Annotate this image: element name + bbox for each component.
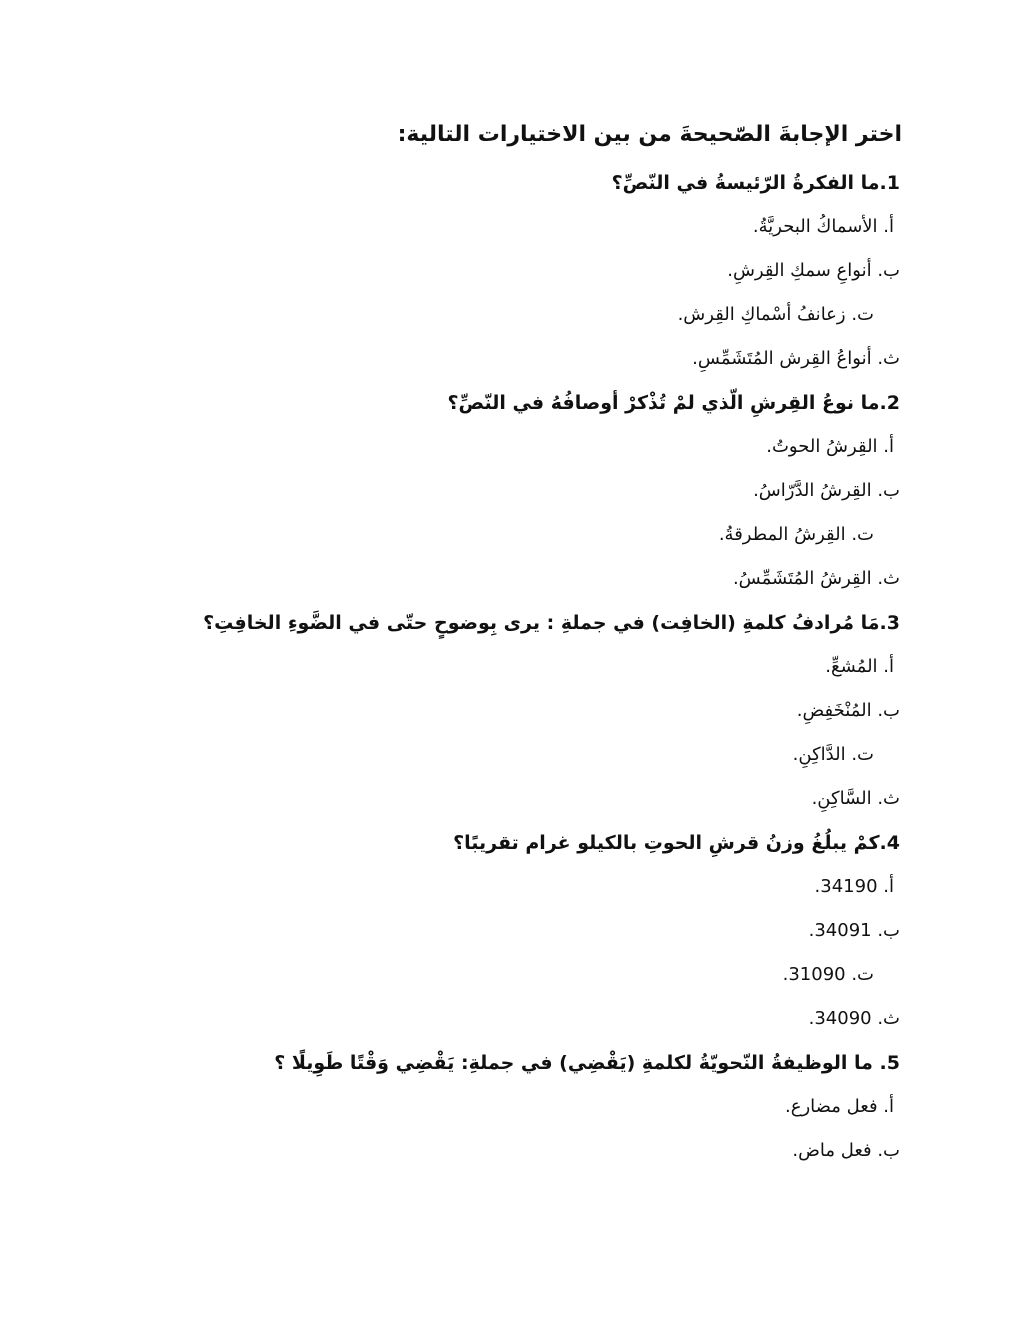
q2-option-d: ث. القِرشُ المُتَشَمِّسُ. bbox=[732, 568, 900, 589]
question-4: 4.كمْ يبلُغُ وزنُ قرشِ الحوتِ بالكيلو غرام تقريبًا؟ bbox=[453, 832, 900, 854]
q5-option-a: أ. فعل مضارع. bbox=[785, 1096, 894, 1117]
question-5: 5. ما الوظيفةُ النّحويّةُ لكلمةِ (يَقْضِي) في جملةِ: يَقْضِي وَقْتًا طَوِيلًا ؟ bbox=[274, 1052, 900, 1074]
question-3: 3.مَا مُرادفُ كلمةِ (الخافِت) في جملةِ : يرى بِوضوحٍ حتّى في الضَّوءِ الخافِتِ؟ bbox=[203, 612, 900, 634]
question-1: 1.ما الفكرةُ الرّئيسةُ في النّصِّ؟ bbox=[611, 172, 900, 194]
q5-option-b: ب. فعل ماض. bbox=[792, 1140, 900, 1161]
q1-option-c: ت. زعانفُ أسْماكِ القِرش. bbox=[677, 304, 874, 325]
q2-option-a: أ. القِرشُ الحوتُ. bbox=[766, 436, 894, 457]
q1-option-d: ث. أنواعُ القِرش المُتَشَمِّسِ. bbox=[692, 348, 900, 369]
q1-option-b: ب. أنواعِ سمكِ القِرشِ. bbox=[727, 260, 900, 281]
question-2: 2.ما نوعُ القِرشِ الّذي لمْ تُذْكرْ أوصافُهُ في النّصِّ؟ bbox=[447, 392, 900, 414]
q2-option-c: ت. القِرشُ المطرقةُ. bbox=[718, 524, 874, 545]
q3-option-c: ت. الدَّاكِنِ. bbox=[792, 744, 874, 765]
q3-option-b: ب. المُنْخَفِضِ. bbox=[796, 700, 900, 721]
instruction-heading: اختر الإجابةَ الصّحيحةَ من بين الاختيارات التالية: bbox=[397, 122, 902, 147]
q4-option-a: أ. 34190. bbox=[814, 876, 894, 897]
q2-option-b: ب. القِرشُ الدَّرّاسُ. bbox=[753, 480, 900, 501]
q4-option-c: ت. 31090. bbox=[782, 964, 874, 985]
q4-option-d: ث. 34090. bbox=[808, 1008, 900, 1029]
q3-option-d: ث. السَّاكِنِ. bbox=[811, 788, 900, 809]
q1-option-a: أ. الأسماكُ البحريَّةُ. bbox=[752, 216, 894, 237]
q3-option-a: أ. المُشعِّ. bbox=[825, 656, 894, 677]
q4-option-b: ب. 34091. bbox=[808, 920, 900, 941]
